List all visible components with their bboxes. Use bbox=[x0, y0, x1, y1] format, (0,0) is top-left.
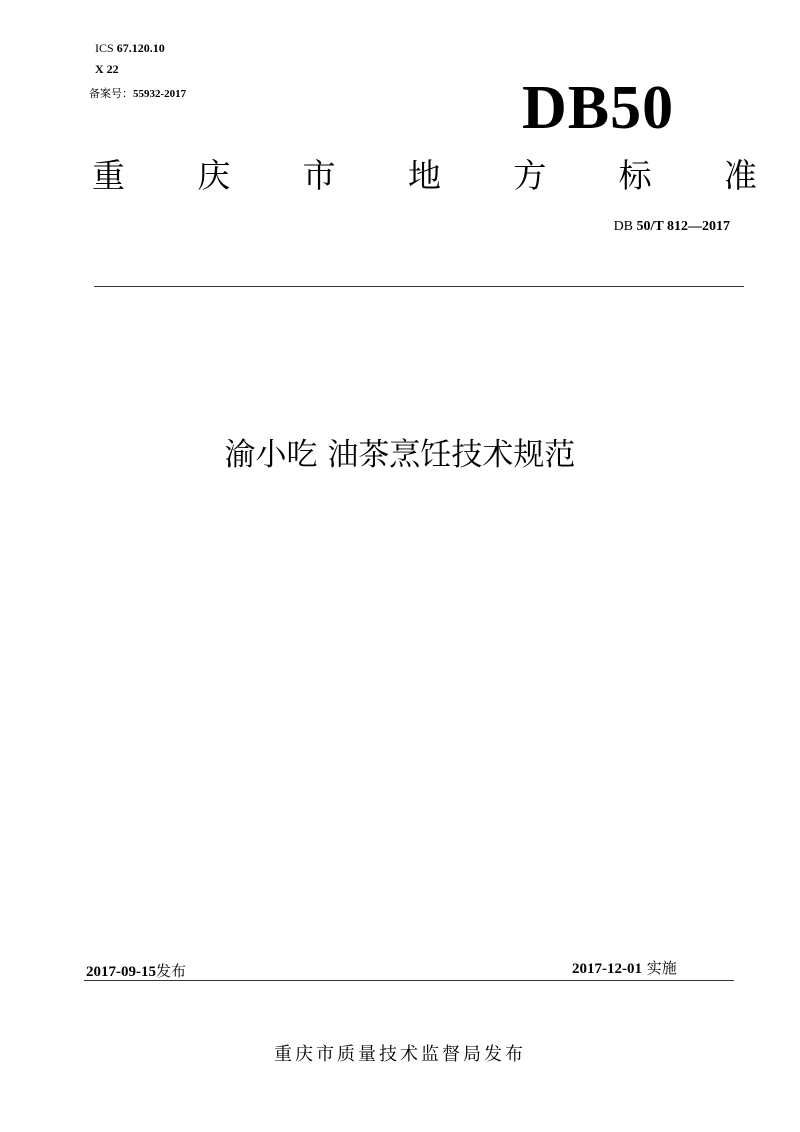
standard-type-char: 庆 bbox=[197, 156, 231, 195]
filing-number: 55932-2017 bbox=[133, 88, 187, 100]
standard-number-prefix: DB bbox=[613, 219, 634, 234]
db-code-logo: DB50 bbox=[522, 74, 675, 142]
classification-code: X 22 bbox=[95, 62, 119, 76]
standard-type-char: 方 bbox=[513, 156, 547, 195]
effective-date: 2017-12-01 bbox=[572, 961, 642, 977]
ics-label: ICS bbox=[95, 41, 114, 55]
standard-number bbox=[614, 217, 730, 237]
standard-type-char: 地 bbox=[407, 156, 441, 195]
standard-type-char: 准 bbox=[723, 156, 757, 195]
issuing-authority: 重庆市质量技术监督局发布 bbox=[274, 1044, 526, 1065]
filing-label: 备案号： bbox=[89, 87, 133, 100]
publish-label: 发布 bbox=[156, 962, 187, 980]
effective-label: 实施 bbox=[646, 959, 677, 977]
header-divider bbox=[94, 286, 744, 287]
ics-code-line bbox=[95, 41, 165, 56]
effective-date-line bbox=[572, 957, 677, 980]
document-title: 渝小吃 油茶烹饪技术规范 bbox=[224, 437, 576, 473]
ics-code: 67.120.10 bbox=[116, 41, 165, 55]
standard-type-char: 标 bbox=[618, 156, 652, 195]
filing-number-line bbox=[89, 86, 186, 102]
standard-number-value: 50/T 812—2017 bbox=[636, 219, 730, 234]
classification-code-line bbox=[95, 62, 119, 77]
standard-type-char: 市 bbox=[302, 156, 336, 195]
footer-divider bbox=[84, 980, 734, 981]
standard-type-char: 重 bbox=[92, 156, 125, 195]
standard-type-heading bbox=[92, 152, 757, 200]
publish-date: 2017-09-15 bbox=[86, 964, 156, 980]
